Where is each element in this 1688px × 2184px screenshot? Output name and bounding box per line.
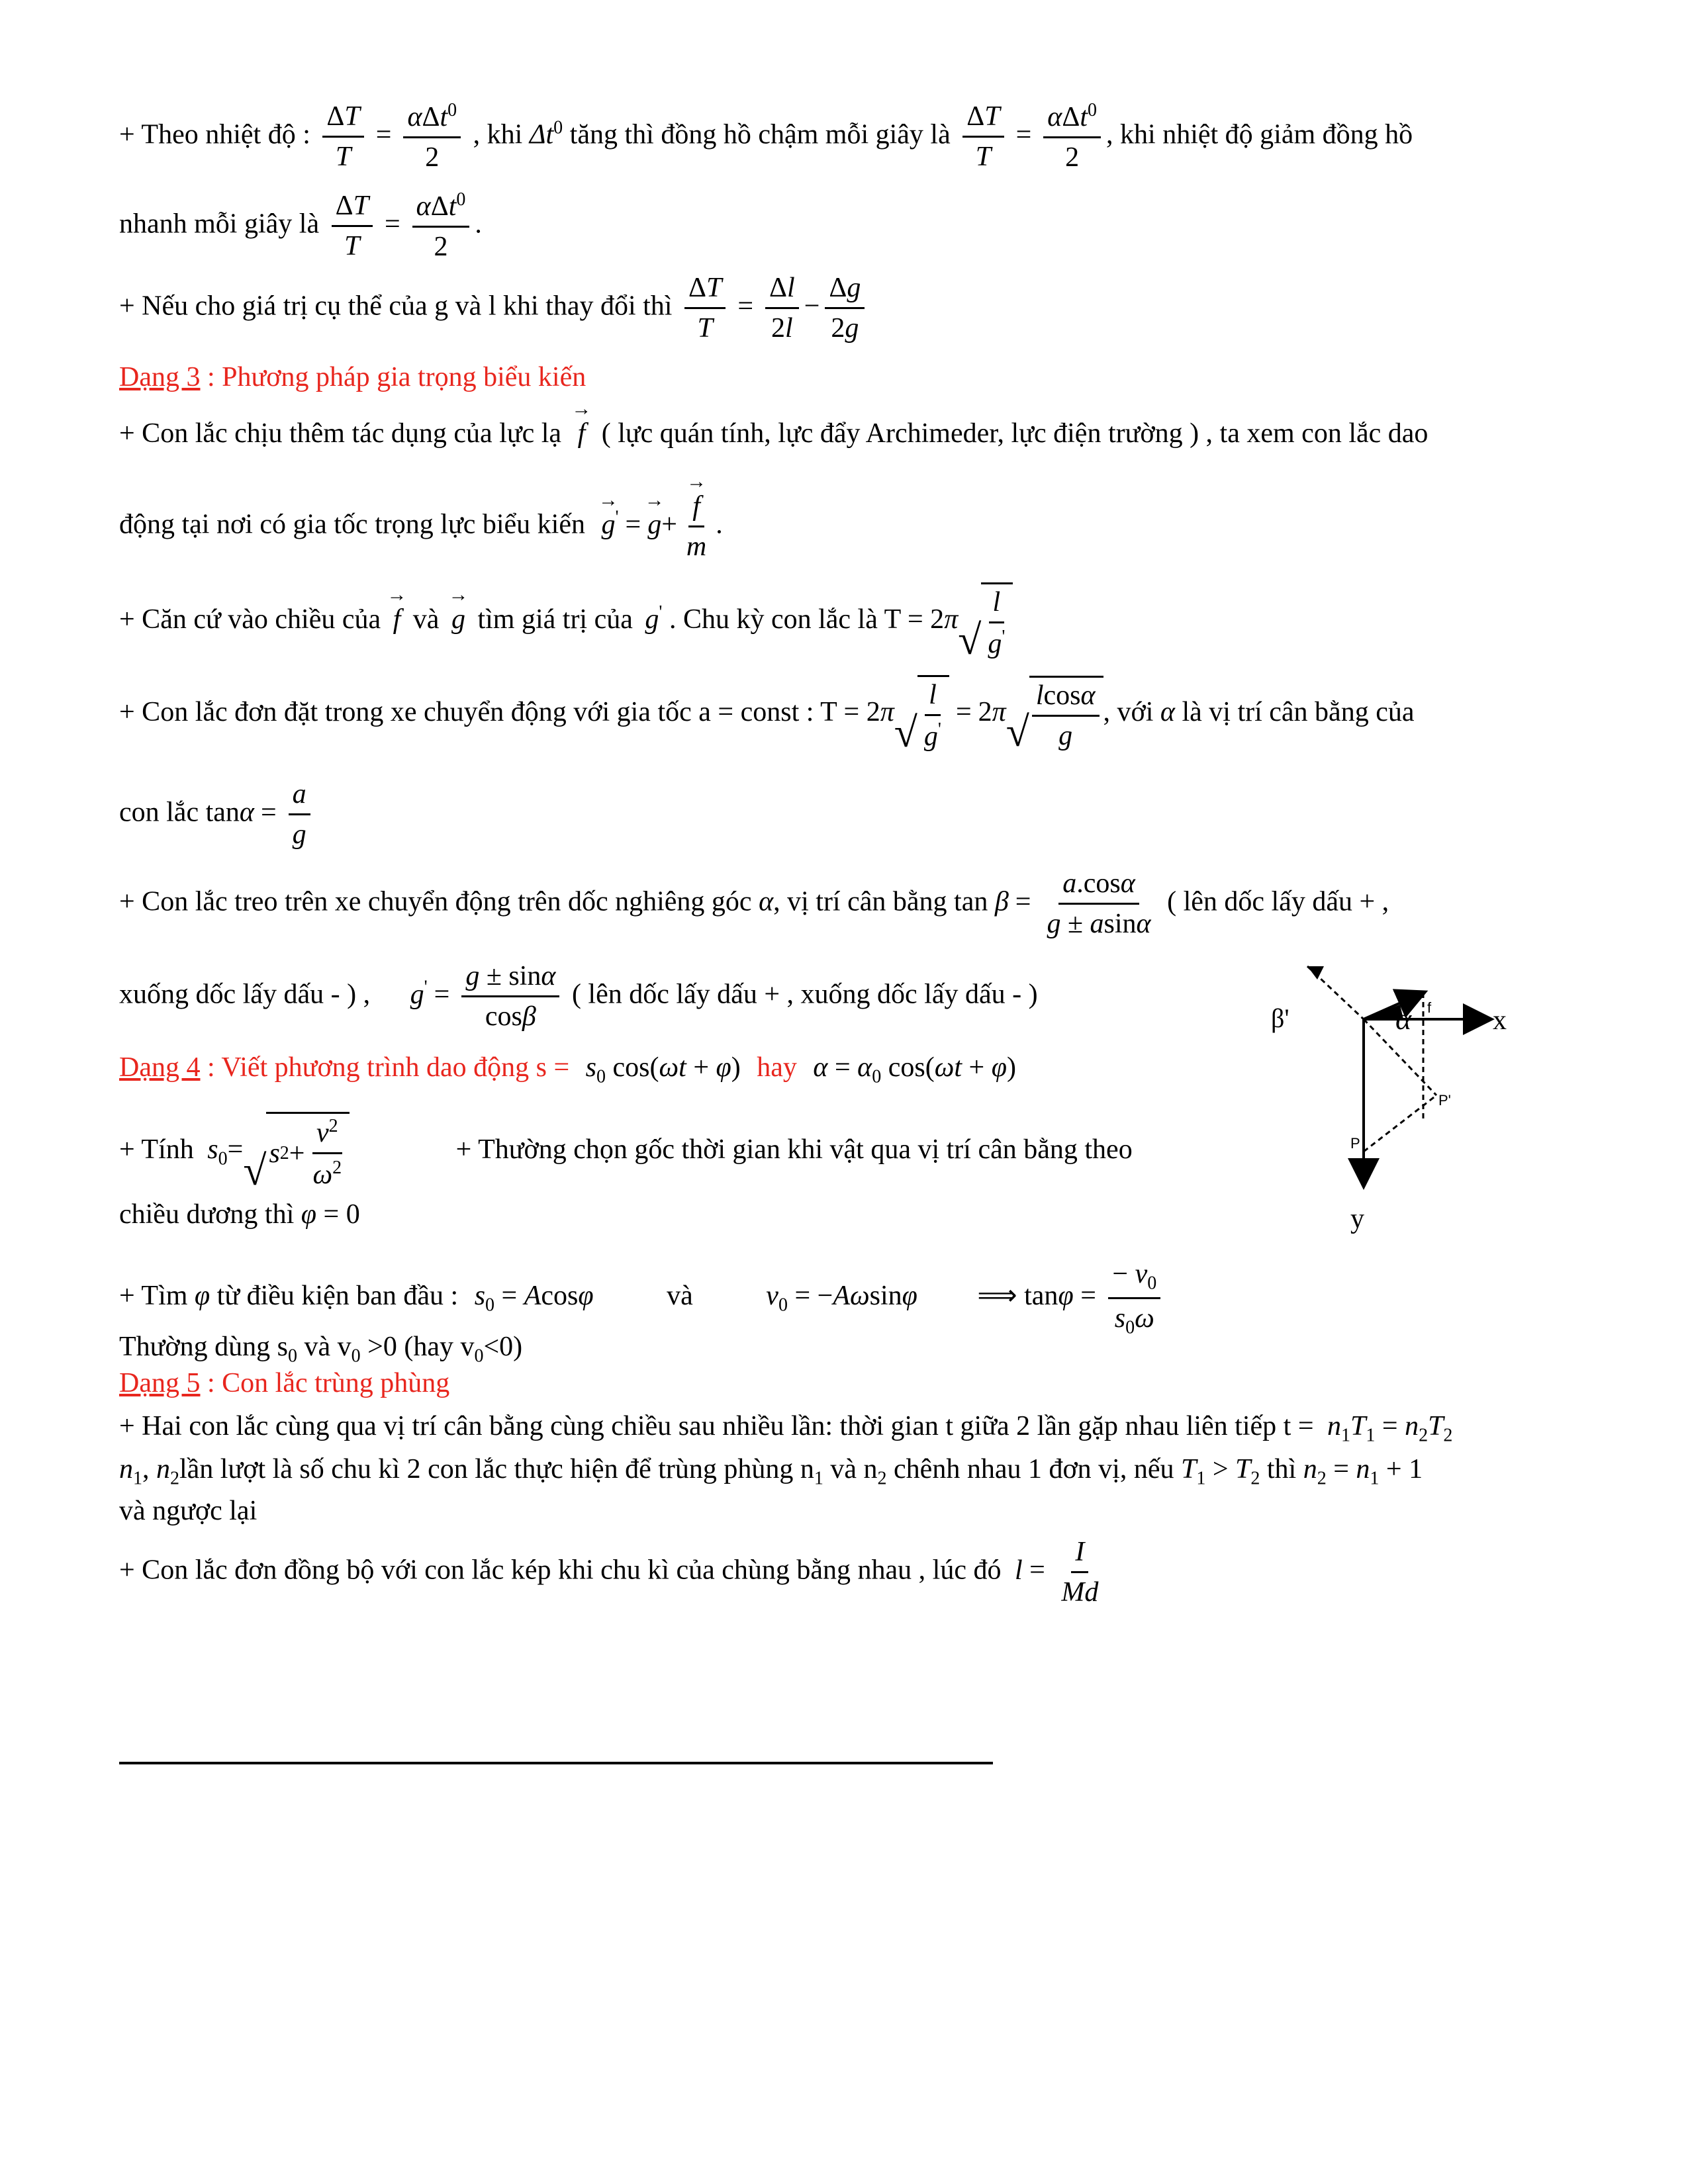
vice-versa-line (119, 1494, 257, 1527)
temp-tail: , khi nhiệt độ giảm đồng hồ (1106, 119, 1413, 150)
temp-line-2: nhanh mỗi giây là $\frac{\Delta T}{T}$ = $\frac{\alpha\Delta t^0}{2}$ . (119, 189, 482, 264)
sqrt-l-g-2: √ $\frac{l}{g'}$ (894, 675, 949, 754)
fraction-I-Md: $\frac{I}{Md}$ (1061, 1537, 1099, 1608)
section-dang-5 (119, 1367, 449, 1400)
separator-line (119, 1762, 993, 1764)
apparent-g-tail: . (716, 509, 723, 540)
temp-lead: + Theo nhiệt độ : (119, 119, 310, 150)
dang-3-title: : Phương pháp gia trọng biểu kiến (200, 362, 586, 392)
amplitude-lead: + Tính (119, 1134, 194, 1165)
section-dang-3 (119, 361, 586, 394)
dang-4-hay: hay (757, 1052, 797, 1083)
fraction-dT-T-3: $\frac{\Delta T}{T}$ (332, 189, 373, 263)
temp-line: + Theo nhiệt độ : $\frac{\Delta T}{T}$ = $\frac{\alpha\Delta t^0}{2}$ , khi $\Delta t^0$ tăng thì đồng hồ chậm mỗi giây là $\frac{\Delta T}{T}$ = $\frac{\alpha\Delta t^0}{2}$ , khi nhiệt độ giảm đồng hồ (119, 99, 1413, 175)
p-prime-label: P' (1438, 1092, 1451, 1109)
fraction-dT-T: $\frac{\Delta T}{T}$ (322, 100, 363, 174)
accelerating-car-line: + Con lắc đơn đặt trong xe chuyển động với gia tốc a = const : T = 2π √ $\frac{l}{g'}$ = 2π √ $\frac{lcos\alpha}{g}$ , với α là vị trí cân bằng của (119, 675, 1414, 754)
tan-alpha-lead: con lắc tan (119, 797, 240, 828)
amplitude-line: + Tính $s_0=$ √ s 2 + $\frac{v^2}{\omega^2}$ + Thường chọn gốc thời gian khi vật qua vị trí cân bằng theo (119, 1112, 1133, 1192)
fraction-f-m: → $\frac{f}{m}$ (682, 490, 710, 564)
compound-lead: + Con lắc đơn đồng bộ với con lắc kép khi chu kì của chùng bằng nhau , lúc đó (119, 1555, 1002, 1586)
extra-force-lead: + Con lắc chịu thêm tác dụng của lực lạ (119, 418, 562, 449)
y-label: y (1350, 1204, 1364, 1234)
amplitude-tail: + Thường chọn gốc thời gian khi vật qua vị trí cân bằng theo (455, 1134, 1133, 1165)
usage-note-2: và v (297, 1332, 352, 1362)
section-dang-4: Dạng 4 : Viết phương trình dao động $s = s_0$ cos(ωt + φ) hay $\alpha = \alpha_0$ cos(ωt + φ) (119, 1052, 1016, 1087)
initial-conditions-line: + Tìm φ từ điều kiện ban đầu : $s_0 = Acos\varphi$ và $v_0 = -A\omega\sin\varphi$ ⟹ tanφ = $\frac{- v_0}{s_0\omega}$ (119, 1257, 1166, 1339)
coincidence-tail: thì (1266, 1454, 1297, 1484)
fraction-a-g: $\frac{a}{g}$ (289, 778, 310, 852)
period-lead: + Căn cứ vào chiều của (119, 604, 381, 635)
f-label: f (1427, 999, 1432, 1016)
fraction-tan-phi: $\frac{- v_0}{s_0\omega}$ (1108, 1257, 1160, 1339)
vice-versa-text: và ngược lại (119, 1496, 258, 1526)
incline-g-tail: ( lên dốc lấy dấu + , xuống dốc lấy dấu - ) (571, 979, 1038, 1010)
incline-g-line: xuống dốc lấy dấu - ) , g' = $\frac{g \pm \sin\alpha}{\cos\beta}$ ( lên dốc lấy dấu + , xuống dốc lấy dấu - ) (119, 960, 1038, 1034)
car-tail: , với (1103, 697, 1154, 728)
compound-pendulum-line: + Con lắc đơn đồng bộ với con lắc kép khi chu kì của chùng bằng nhau , lúc đó l = $\frac{I}{Md}$ (119, 1535, 1107, 1610)
sqrt-l-g: √ $\frac{l}{g'}$ (958, 582, 1013, 661)
dang-3-label: Dạng 3 (119, 362, 201, 392)
p-label: P (1350, 1135, 1360, 1152)
fraction-tan-beta: $\frac{a.\cos\alpha}{g \pm asin\alpha}$ (1047, 868, 1151, 940)
specific-values-line: + Nếu cho giá trị cụ thể của g và l khi thay đổi thì $\frac{\Delta T}{T}$ = $\frac{\Delta l}{2l}$ − $\frac{\Delta g}{2g}$ (119, 271, 870, 345)
tan-alpha-line: con lắc tanα = $\frac{a}{g}$ (119, 778, 316, 852)
dang-5-label: Dạng 5 (119, 1368, 201, 1398)
specific-lead: + Nếu cho giá trị cụ thể của g và l khi thay đổi thì (119, 291, 673, 322)
coincidence-count-line: $n_1$, $n_2lần$ lượt là số chu kì 2 con lắc thực hiện để trùng phùng $n_1$ và $n_2$ chênh nhau 1 đơn vị, nếu $T_1 > T_2$ thì $n_2 = n_1 + 1$ (119, 1454, 1423, 1489)
coincidence-mid3: chênh nhau 1 đơn vị, nếu (886, 1454, 1174, 1484)
x-label: x (1493, 1005, 1507, 1036)
period-and: và (412, 604, 440, 635)
fraction-dT-T-2: $\frac{\Delta T}{T}$ (962, 100, 1004, 174)
support-mark (1307, 966, 1324, 979)
period-mid: tìm giá trị của (477, 604, 633, 635)
incline-lead: + Con lắc treo trên xe chuyển động trên dốc nghiêng góc (119, 886, 752, 917)
fraction-dT-T-4: $\frac{\Delta T}{T}$ (684, 271, 726, 345)
usage-note-line: Thường dùng $s_0$ và $v_0 >0$ (hay $v_0<0$) (119, 1332, 523, 1367)
coincidence-lead: + Hai con lắc cùng qua vị trí cân bằng cùng chiều sau nhiều lần: thời gian t giữa 2 lần gặp nhau liên tiếp t = (119, 1411, 1314, 1441)
coincidence-line: + Hai con lắc cùng qua vị trí cân bằng cùng chiều sau nhiều lần: thời gian t giữa 2 lần gặp nhau liên tiếp $t = n_1T_1 = n_2T_2$ (119, 1411, 1453, 1446)
dang-4-title: : Viết phương trình dao động s = (200, 1052, 570, 1083)
fraction-g-prime: $\frac{g \pm \sin\alpha}{\cos\beta}$ (461, 960, 559, 1034)
fast-lead: nhanh mỗi giây là (119, 208, 320, 240)
incline-mid: , vị trí cân bằng tan (773, 886, 988, 917)
initial-lead: + Tìm (119, 1281, 188, 1312)
incline-tail: ( lên dốc lấy dấu + , (1167, 886, 1389, 917)
incline-line: + Con lắc treo trên xe chuyển động trên dốc nghiêng góc α, vị trí cân bằng tan β = $\frac{a.\cos\alpha}{g \pm asin\alpha}$ ( lên dốc lấy dấu + , (119, 867, 1389, 941)
extra-force-line: + Con lắc chịu thêm tác dụng của lực lạ → f ( lực quán tính, lực đẩy Archimeder, lực điện trường ) , ta xem con lắc dao (119, 417, 1428, 450)
initial-and: và (667, 1281, 693, 1312)
fraction-adt-3: $\frac{\alpha\Delta t^0}{2}$ (412, 189, 470, 264)
beta-label: β' (1271, 1003, 1289, 1033)
fraction-dl: $\frac{\Delta l}{2l}$ (765, 271, 799, 345)
alpha-label: α (1395, 1002, 1412, 1036)
incline-g-lead: xuống dốc lấy dấu - ) , (119, 979, 371, 1010)
usage-note-4: <0) (483, 1332, 523, 1362)
sqrt-lcos-g: √ $\frac{lcos\alpha}{g}$ (1006, 676, 1103, 753)
phase-zero-line: chiều dương thì φ = 0 (119, 1199, 360, 1230)
period-line: + Căn cứ vào chiều của → f và → g tìm giá trị của g' . Chu kỳ con lắc là T = 2π √ $\frac{l}{g'}$ (119, 582, 1013, 661)
sqrt-amplitude: √ s 2 + $\frac{v^2}{\omega^2}$ (243, 1112, 350, 1192)
fraction-adt: $\frac{\alpha\Delta t^0}{2}$ (403, 99, 461, 175)
car-lead: + Con lắc đơn đặt trong xe chuyển động với gia tốc a = const : T = 2 (119, 697, 880, 728)
dashed-p-link (1364, 1095, 1436, 1152)
period-tail: . Chu kỳ con lắc là T = 2 (669, 604, 945, 635)
fraction-dg: $\frac{\Delta g}{2g}$ (825, 271, 865, 345)
apparent-g-lead: động tại nơi có gia tốc trọng lực biểu kiến (119, 509, 585, 540)
phase-zero-lead: chiều dương thì (119, 1199, 295, 1230)
usage-note-3: >0 (hay v (360, 1332, 475, 1362)
fraction-adt-2: $\frac{\alpha\Delta t^0}{2}$ (1043, 99, 1101, 175)
fast-tail: . (475, 208, 482, 240)
temp-mid2: tăng thì đồng hồ chậm mỗi giây là (569, 119, 951, 150)
dang-5-title: : Con lắc trùng phùng (200, 1368, 450, 1398)
initial-mid: từ điều kiện ban đầu : (216, 1281, 459, 1312)
usage-note-1: Thường dùng s (119, 1332, 288, 1362)
pendulum-diagram (1244, 953, 1523, 1244)
coincidence-mid2: và n (823, 1454, 878, 1484)
coincidence-mid: lần lượt là số chu kì 2 con lắc thực hiện để trùng phùng n (179, 1454, 814, 1484)
car-tail2: là vị trí cân bằng của (1182, 697, 1415, 728)
apparent-g-line: động tại nơi có gia tốc trọng lực biểu kiến → g' =→ g+ → $\frac{f}{m}$ . (119, 490, 723, 564)
dang-4-label: Dạng 4 (119, 1052, 201, 1083)
extra-force-tail: ( lực quán tính, lực đẩy Archimeder, lực điện trường ) , ta xem con lắc dao (601, 418, 1429, 449)
temp-mid: , khi (473, 119, 523, 150)
